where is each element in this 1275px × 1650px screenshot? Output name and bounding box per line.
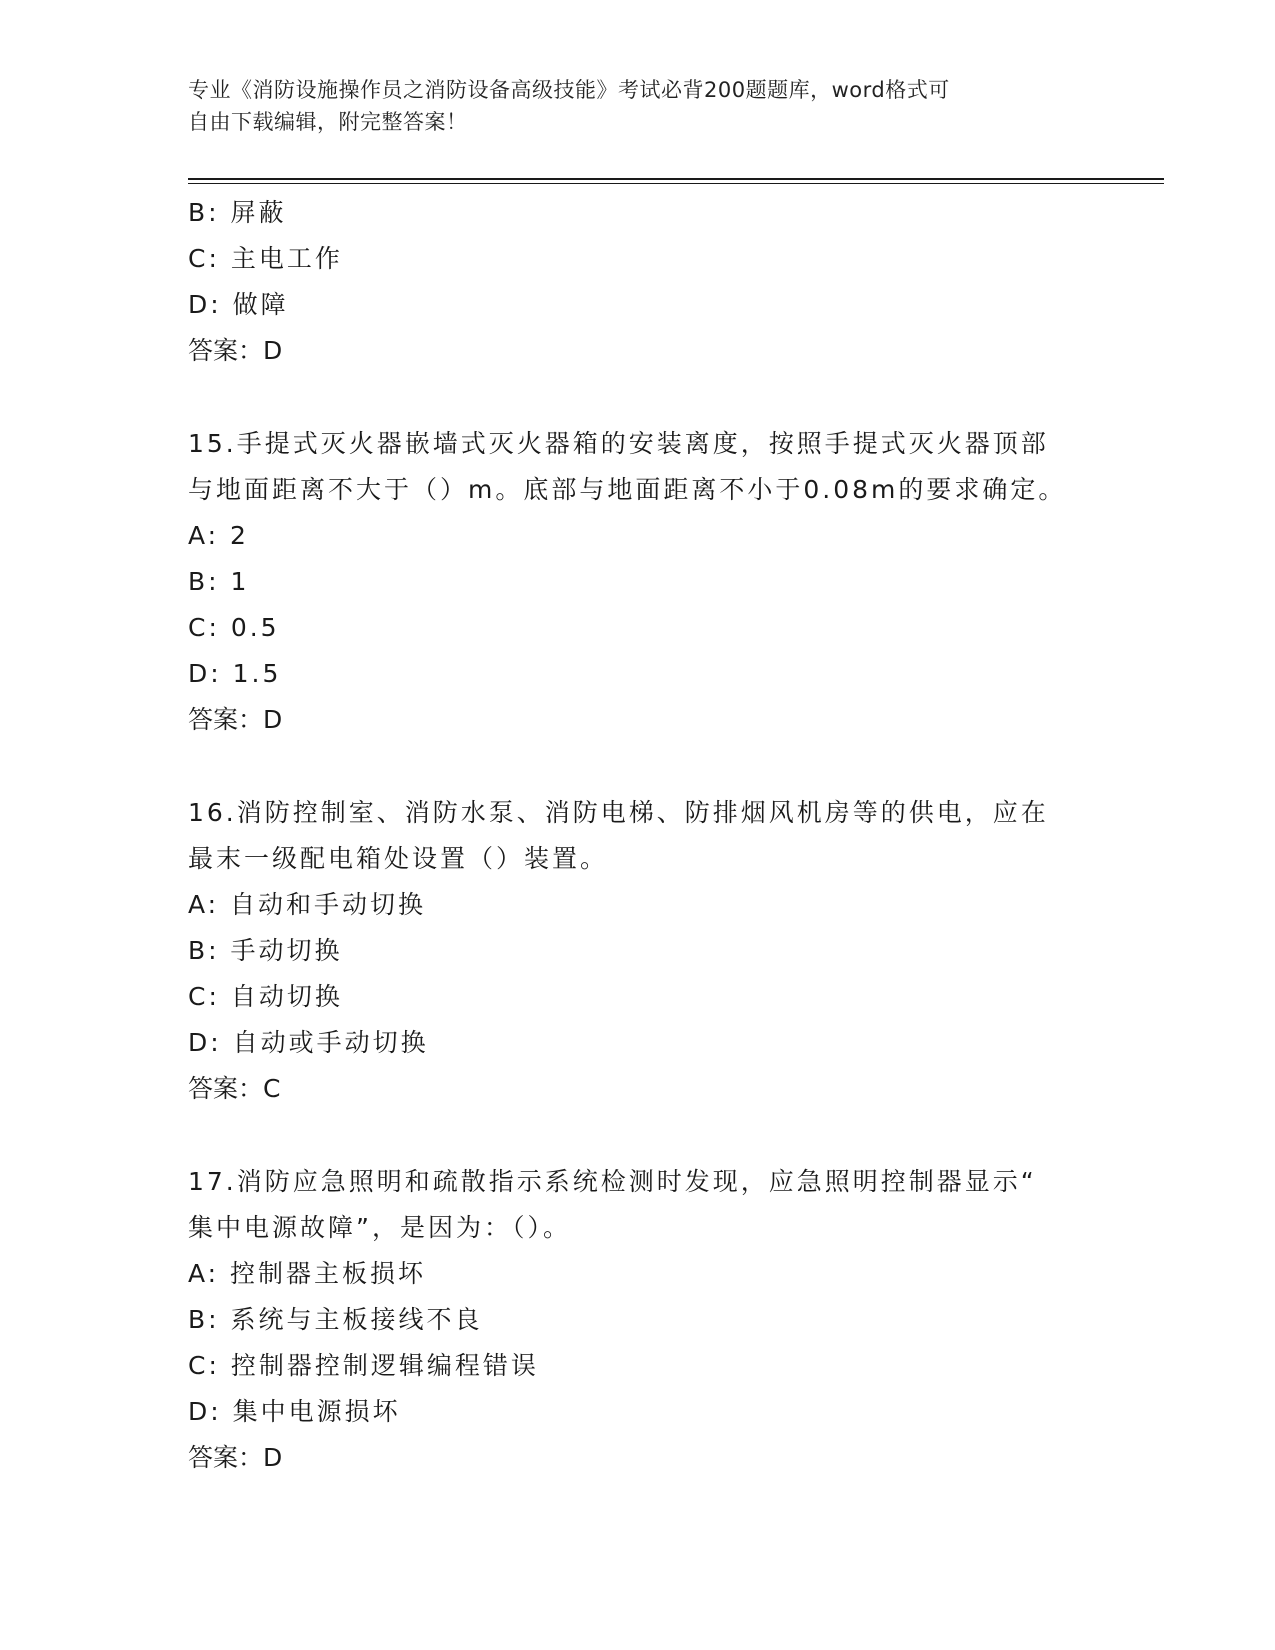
option-a: A: 控制器主板损坏 xyxy=(188,1259,427,1288)
answer-line: 答案：D xyxy=(188,1443,283,1472)
option-d: D: 1.5 xyxy=(188,659,282,688)
document-header xyxy=(188,74,1088,138)
header-divider-thick xyxy=(188,178,1164,180)
answer-line: 答案：D xyxy=(188,705,283,734)
spacer xyxy=(188,374,1088,421)
option-d: D: 做障 xyxy=(188,290,289,319)
option-b: B: 手动切换 xyxy=(188,936,343,965)
question-17 xyxy=(188,1159,1088,1481)
option-c: C: 0.5 xyxy=(188,613,280,642)
option-c: C: 主电工作 xyxy=(188,244,343,273)
question-stem-line: 15.手提式灭火器嵌墙式灭火器箱的安装离度，按照手提式灭火器顶部 xyxy=(188,429,1049,458)
question-stem-line: 集中电源故障”，是因为：（）。 xyxy=(188,1213,571,1242)
answer-line: 答案：C xyxy=(188,1074,281,1103)
option-d: D: 自动或手动切换 xyxy=(188,1028,429,1057)
header-divider-thin xyxy=(188,183,1164,184)
header-line-2: 自由下载编辑，附完整答案！ xyxy=(188,110,468,134)
option-c: C: 自动切换 xyxy=(188,982,343,1011)
answer-line: 答案：D xyxy=(188,336,283,365)
question-list xyxy=(188,190,1088,1481)
question-16 xyxy=(188,790,1088,1112)
option-b: B: 1 xyxy=(188,567,250,596)
option-b: B: 屏蔽 xyxy=(188,198,287,227)
spacer xyxy=(188,1112,1088,1159)
question-stem-line: 17.消防应急照明和疏散指示系统检测时发现，应急照明控制器显示“ xyxy=(188,1167,1037,1196)
spacer xyxy=(188,743,1088,790)
question-stem-line: 最末一级配电箱处设置（）装置。 xyxy=(188,844,609,873)
question-stem-line: 与地面距离不大于（）m。底部与地面距离不小于0.08m的要求确定。 xyxy=(188,475,1067,504)
header-line-1: 专业《消防设施操作员之消防设备高级技能》考试必背200题题库，word格式可 xyxy=(188,78,950,102)
option-a: A: 2 xyxy=(188,521,249,550)
option-d: D: 集中电源损坏 xyxy=(188,1397,401,1426)
question-15 xyxy=(188,421,1088,743)
option-a: A: 自动和手动切换 xyxy=(188,890,427,919)
option-b: B: 系统与主板接线不良 xyxy=(188,1305,483,1334)
option-c: C: 控制器控制逻辑编程错误 xyxy=(188,1351,539,1380)
question-stem-line: 16.消防控制室、消防水泵、消防电梯、防排烟风机房等的供电，应在 xyxy=(188,798,1049,827)
prev-question-block xyxy=(188,190,1088,374)
